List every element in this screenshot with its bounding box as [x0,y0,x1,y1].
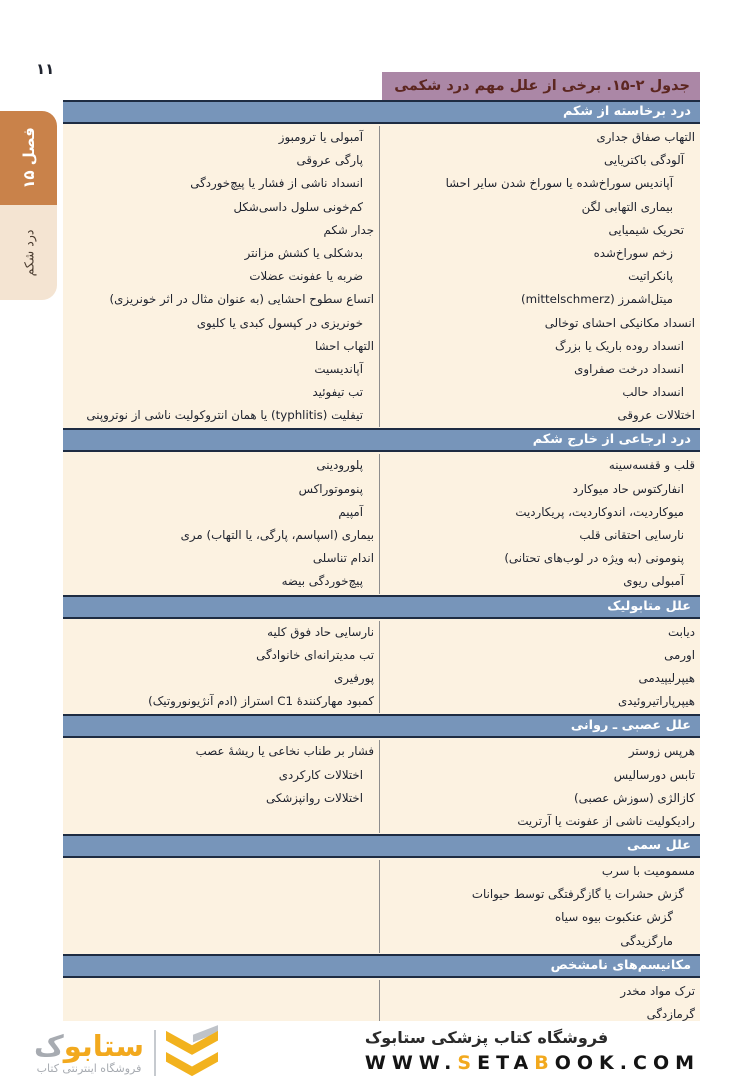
chapter-tab-label: فصل ۱۵ [19,127,38,189]
table-row: کمبود مهارکنندۀ C1 استراز (ادم آنژیونوروتیک) [148,694,374,709]
logo-wordmark-block [34,1031,144,1075]
table-row: اختلالات کارکردی [278,767,363,782]
section-body [63,858,700,954]
table-section [63,428,700,594]
column-left [64,740,379,833]
table-row: اورمی [664,647,695,662]
table-row: انسداد حالب [622,385,684,400]
table-row: پیچ‌خوردگی بیضه [281,574,363,589]
column-right [379,740,700,833]
table-row: پانکراتیت [628,269,673,284]
logo-tagline: فروشگاه اینترنتی کتاب [36,1062,142,1075]
table-row: مارگزیدگی [620,933,673,948]
table-row: بیماری التهابی لگن [581,199,673,214]
abdominal-pain-table [63,72,700,1028]
logo-wordmark-main: ستابو [63,1029,145,1063]
table-row: اتساع سطوح احشایی (به عنوان مثال در اثر خونریزی) [109,292,374,307]
sidebar-tab-chapter [0,111,57,205]
table-row: اختلالات روانپزشکی [265,790,363,805]
table-row: آپاندیس سوراخ‌شده یا سوراخ شدن سایر احشا [445,176,673,191]
table-row: آپاندیسیت [314,361,363,376]
table-row: کم‌خونی سلول داسی‌شکل [233,199,363,214]
table-row: میتل‌اشمرز (mittelschmerz) [521,292,673,307]
table-row: میوکاردیت، اندوکاردیت، پریکاردیت [515,504,684,519]
table-row: تحریک شیمیایی [608,222,684,237]
section-body [63,738,700,834]
table-row: آمبولی یا ترومبوز [278,130,363,144]
table-row: التهاب احشا [314,338,374,353]
table-row: آمبولی ریوی [623,574,684,589]
section-header: درد ارجاعی از خارج شکم [63,428,700,452]
page-footer [0,1021,749,1080]
url-segment: WWW. [364,1052,458,1074]
logo-divider [154,1030,156,1076]
page-number: ۱۱ [36,60,55,78]
table-row: اختلالات عروقی [617,408,695,423]
sidebar-tab-topic [0,205,57,300]
table-row: پنوموتوراکس [298,481,363,496]
table-row: هیپرلیپیدمی [638,670,695,685]
logo-chevron-icon [166,1025,218,1080]
table-section [63,954,700,1027]
table-row: پارگی عروقی [296,153,363,168]
column-right [379,126,700,427]
logo-wordmark-kaf: ک [34,1029,64,1063]
footer-store-block [365,1028,700,1074]
table-row: پلورودینی [316,458,363,473]
section-header: علل عصبی ـ روانی [63,714,700,738]
section-header: علل سمی [63,834,700,858]
store-name-text: فروشگاه کتاب پزشکی ستابوک [364,1028,609,1047]
table-row: تب مدیترانه‌ای خانوادگی [256,647,374,662]
table-row: تیفلیت (typhlitis) یا همان انتروکولیت ناشی از نوتروپنی [86,408,363,423]
section-header: مکانیسم‌های نامشخص [63,954,700,978]
table-row: گرمازدگی [646,1007,695,1021]
website-url [365,1052,700,1074]
table-section [63,714,700,834]
table-row: التهاب صفاق جداری [596,130,695,144]
column-right [379,621,700,714]
section-body [63,124,700,428]
table-row: آلودگی باکتریایی [604,153,684,168]
table-row: انسداد ناشی از فشار یا پیچ‌خوردگی [190,176,363,191]
table-row: اندام تناسلی [312,551,374,566]
column-left [64,454,379,593]
table-row: زخم سوراخ‌شده [593,245,673,260]
table-row: هرپس زوستر [628,744,695,759]
table-row: هیپرپاراتیروئیدی [617,694,695,709]
table-row: گزش حشرات یا گازگرفتگی توسط حیوانات [471,887,684,902]
table-row: خونریزی در کپسول کبدی یا کلیوی [196,315,363,330]
url-segment: OOK.COM [554,1052,700,1074]
table-row: تابس دورسالیس [613,767,695,782]
table-section [63,100,700,428]
table-row: ترک مواد مخدر [620,983,695,998]
table-row: تب تیفوئید [312,385,363,400]
section-body [63,978,700,1027]
table-row: انسداد مکانیکی احشای توخالی [544,315,695,330]
table-section [63,834,700,954]
section-header: علل متابولیک [63,595,700,619]
url-segment: B [534,1052,555,1074]
table-row: کازالژی (سوزش عصبی) [574,790,695,805]
table-row: دیابت [668,624,695,639]
table-row: رادیکولیت ناشی از عفونت یا آرتریت [517,813,695,828]
table-row: انفارکتوس حاد میوکارد [572,481,684,496]
table-row: مسمومیت با سرب [601,864,695,879]
table-row: آمپیم [338,504,363,519]
table-row: بیماری (اسپاسم، پارگی، یا التهاب) مری [180,528,374,542]
table-row: نارسایی حاد فوق کلیه [267,624,374,639]
column-right [379,860,700,953]
table-row: جدار شکم [323,222,374,237]
table-row: بدشکلی یا کشش مزانتر [244,245,363,260]
section-header: درد برخاسته از شکم [63,100,700,124]
table-row: ضربه یا عفونت عضلات [249,269,363,284]
table-sections [63,100,700,1027]
column-left [64,980,379,1026]
table-row: نارسایی احتقانی قلب [579,528,684,542]
column-left [64,126,379,427]
url-segment: S [457,1052,478,1074]
setabook-logo [34,1025,218,1080]
table-row: قلب و قفسه‌سینه [608,458,695,473]
topic-tab-label: درد شکم [21,229,36,276]
column-left [64,621,379,714]
table-row: گزش عنکبوت بیوه سیاه [555,910,673,925]
table-row: انسداد روده باریک یا بزرگ [555,338,684,353]
table-title: جدول ۲-۱۵. برخی از علل مهم درد شکمی [382,72,700,100]
table-row: پنومونی (به ویژه در لوب‌های تحتانی) [504,551,684,566]
column-right [379,980,700,1026]
table-row: فشار بر طناب نخاعی یا ریشۀ عصب [195,744,374,759]
url-segment: ETA [477,1052,535,1074]
table-section [63,595,700,715]
table-row: انسداد درخت صفراوی [574,361,684,376]
column-left [64,860,379,953]
table-row: پورفیری [333,670,374,685]
section-body [63,452,700,594]
logo-wordmark [34,1031,144,1061]
section-body [63,619,700,715]
column-right [379,454,700,593]
